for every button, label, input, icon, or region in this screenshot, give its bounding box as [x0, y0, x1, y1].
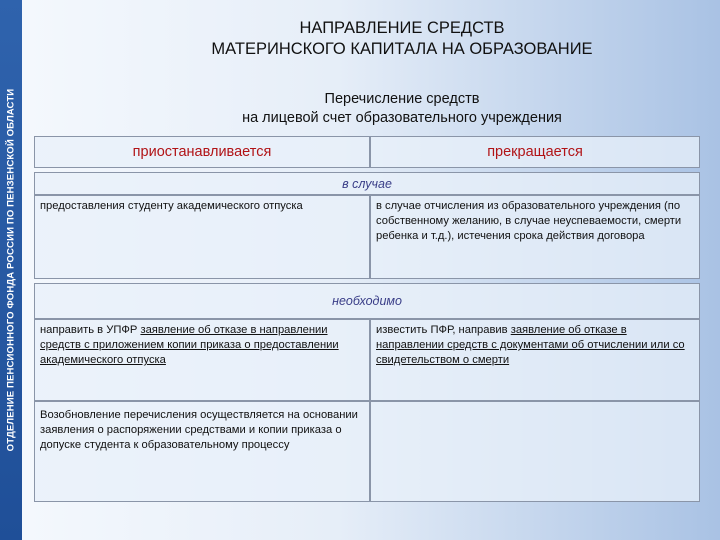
subtitle-line-2: на лицевой счет образовательного учреждения	[242, 110, 562, 126]
organization-name: ОТДЕЛЕНИЕ ПЕНСИОННОГО ФОНДА РОССИИ ПО ПЕНЗЕНСКОЙ ОБЛАСТИ	[5, 88, 17, 452]
case-terminated-text: в случае отчисления из образовательного учреждения (по собственному желанию, в случае неуспеваемости, смерти ребенка и т.д.), истечения срока действия договора	[370, 195, 700, 279]
subtitle-line-1: Перечисление средств	[324, 91, 480, 107]
needed-suspended-text	[34, 319, 370, 401]
needed-terminated-prefix: известить ПФР, направив	[376, 324, 511, 336]
case-suspended-text: предоставления студенту академического отпуска	[34, 195, 370, 279]
needed-suspended-prefix: направить в УПФР	[40, 324, 141, 336]
title-line-2: МАТЕРИНСКОГО КАПИТАЛА НА ОБРАЗОВАНИЕ	[211, 40, 593, 58]
needed-suspended-underlined: заявление об отказе в направлении средств с приложением копии приказа о предоставлении академического отпуска	[40, 324, 339, 366]
slide-title	[92, 18, 712, 60]
needed-terminated-underlined: заявление об отказе в направлении средств с документами об отчислении или со свидетельством о смерти	[376, 324, 685, 366]
header-suspended: приостанавливается	[34, 136, 370, 168]
sidebar-banner	[0, 0, 22, 540]
slide-content	[22, 0, 720, 540]
slide-subtitle	[152, 90, 652, 128]
title-line-1: НАПРАВЛЕНИЕ СРЕДСТВ	[299, 19, 505, 37]
resume-empty-cell	[370, 401, 700, 502]
resume-text: Возобновление перечисления осуществляется на основании заявления о распоряжении средствами и копии приказа о допуске студента к образовательному процессу	[34, 401, 370, 502]
case-label: в случае	[34, 172, 700, 195]
needed-label: необходимо	[34, 283, 700, 319]
header-terminated: прекращается	[370, 136, 700, 168]
needed-terminated-text	[370, 319, 700, 401]
